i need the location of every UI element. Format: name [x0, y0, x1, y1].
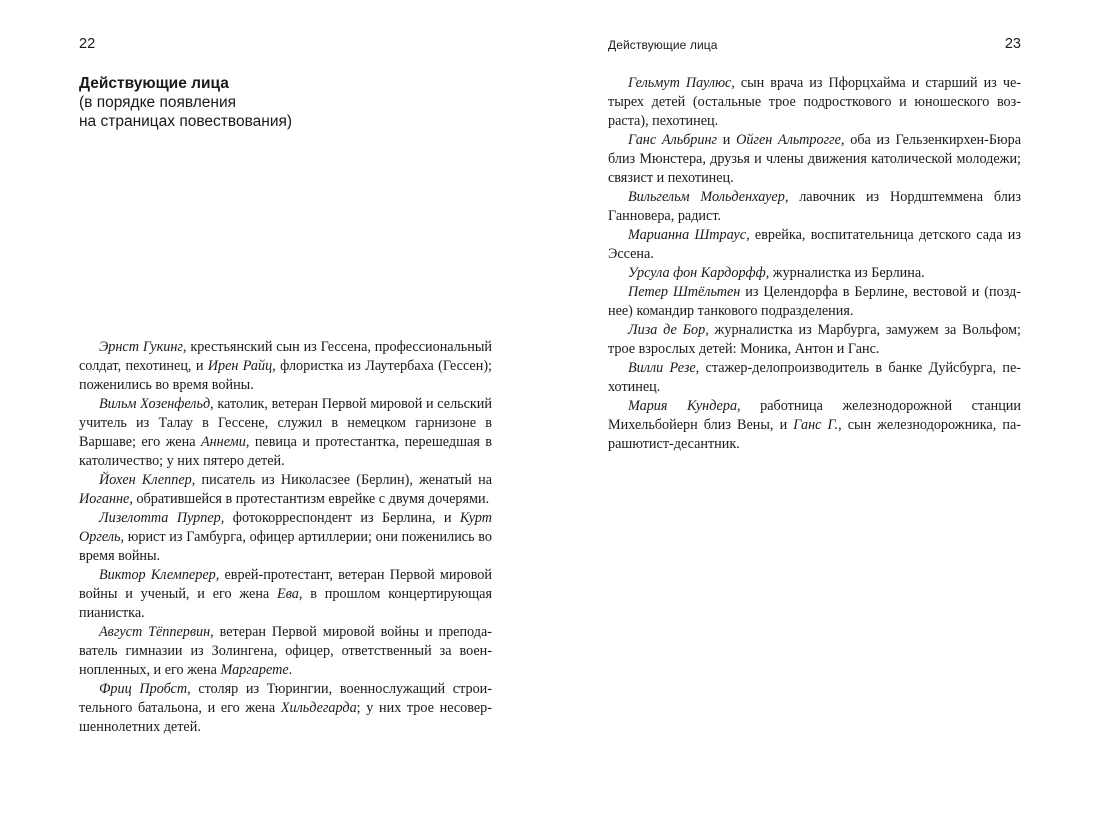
- character-name: Йохен Клеппер: [99, 472, 192, 488]
- character-description: , стажер-делопроизводитель в банке Дуйсбурга, пехотинец.: [608, 360, 1021, 395]
- character-entry: [79, 680, 492, 737]
- section-subtitle-line-1: (в порядке появления: [79, 94, 237, 111]
- character-description: , флористка из Лаутербаха (Гессен); поженились во время войны.: [79, 358, 492, 393]
- character-name: Мария Кундера: [628, 398, 738, 414]
- character-name: Петер Штёльтен: [628, 284, 741, 300]
- character-description: , еврейка, воспитательница детского сада из Эссена.: [608, 227, 1021, 262]
- character-name: Гельмут Паулюс: [628, 75, 732, 91]
- page-number-right: 23: [1004, 36, 1021, 52]
- character-name: Август Тёппервин: [99, 624, 211, 640]
- character-entry: [608, 359, 1021, 397]
- character-description: ; у них трое несовершеннолетних детей.: [79, 700, 492, 735]
- character-name: Ганс Г.: [793, 417, 839, 433]
- character-entry: [79, 509, 492, 566]
- character-name: Эрнст Гукинг: [99, 339, 183, 355]
- character-description: , юрист из Гамбурга, офицер артиллерии; они поженились во время войны.: [79, 529, 492, 564]
- character-name: Вилли Резе: [628, 360, 696, 376]
- character-name: Аннеми: [200, 434, 246, 450]
- character-name: Вильм Хозенфельд: [99, 396, 211, 412]
- character-description: из Целендорфа в Берлине, вестовой и (позднее) командир танкового подразделения.: [608, 284, 1021, 319]
- character-description: , сын врача из Пфорцхайма и старший из четырех детей (остальные трое подросткового и юношеского возраста), пехотинец.: [608, 75, 1021, 129]
- character-entry: [608, 188, 1021, 226]
- character-entry: [79, 566, 492, 623]
- character-description: , столяр из Тюрингии, военнослужащий строительного батальона, и его жена: [79, 681, 492, 716]
- character-name: Ирен Райц: [207, 358, 273, 374]
- character-description: и: [717, 132, 737, 148]
- character-description: , работница железнодорожной станции Михельбойерн близ Вены, и: [608, 398, 1021, 433]
- character-list-right: [608, 74, 1021, 454]
- character-description: , сын железнодорожника, парашютист-десантник.: [608, 417, 1022, 452]
- character-entry: [79, 471, 492, 509]
- character-description: , оба из Гельзенкирхен-Бюра близ Мюнстера, друзья и члены движения католической молодежи; связист и пехотинец.: [608, 132, 1022, 186]
- character-description: , в прошлом концертирующая пианистка.: [79, 586, 492, 621]
- character-entry: [608, 74, 1021, 131]
- character-name: Хильдегарда: [280, 700, 357, 716]
- character-description: , ветеран Первой мировой войны и преподаватель гимназии из Золингена, офицер, ответственный за военнопленных, и его жена: [79, 624, 492, 678]
- character-entry: [608, 321, 1021, 359]
- character-name: Вильгельм Мольденхауер: [628, 189, 785, 205]
- character-list-left: [79, 338, 492, 737]
- character-entry: [79, 395, 492, 471]
- right-page: [550, 0, 1100, 825]
- section-heading: [79, 74, 499, 131]
- character-name: Иоганне: [79, 491, 130, 507]
- character-name: Виктор Клемперер: [99, 567, 216, 583]
- character-description: , католик, ветеран Первой мировой и сельский учитель из Талау в Гессене, служил в немецком гарнизоне в Варшаве; его жена: [79, 396, 492, 450]
- page-number-left: 22: [79, 36, 96, 52]
- character-name: Ева: [277, 586, 299, 602]
- character-entry: [608, 283, 1021, 321]
- character-name: Марианна Штраус: [628, 227, 747, 243]
- character-entry: [608, 264, 1021, 283]
- character-name: Маргарете: [220, 662, 289, 678]
- character-description: , лавочник из Нордштеммена близ Ганновера, радист.: [608, 189, 1021, 224]
- section-subtitle-line-2: на страницах повествования): [79, 113, 293, 130]
- character-name: Ойген Альтрогге: [736, 132, 841, 148]
- character-entry: [79, 338, 492, 395]
- character-description: , журналистка из Берлина.: [765, 265, 925, 281]
- character-entry: [608, 226, 1021, 264]
- character-description: , журналистка из Марбурга, замужем за Вольфом; трое взрослых детей: Моника, Антон и Ганс.: [608, 322, 1021, 357]
- character-description: , крестьянский сын из Гессена, профессиональный солдат, пехотинец, и: [79, 339, 492, 374]
- character-description: , обратившейся в протестантизм еврейке с двумя дочерями.: [129, 491, 490, 507]
- character-description: .: [288, 662, 293, 678]
- character-name: Курт Оргель: [79, 510, 492, 545]
- character-entry: [608, 397, 1021, 454]
- character-name: Лиза де Бор: [628, 322, 706, 338]
- running-head: Действующие лица: [608, 38, 718, 52]
- character-description: , писатель из Николасзее (Берлин), женатый на: [191, 472, 492, 488]
- character-entry: [79, 623, 492, 680]
- character-description: , еврей-протестант, ветеран Первой мировой войны и ученый, и его жена: [79, 567, 492, 602]
- character-description: , фотокорреспондент из Берлина, и: [220, 510, 460, 526]
- character-name: Урсула фон Кардорфф: [628, 265, 766, 281]
- character-name: Ганс Альбринг: [628, 132, 718, 148]
- section-title: Действующие лица: [79, 75, 229, 92]
- character-name: Лизелотта Пурпер: [99, 510, 221, 526]
- character-name: Фриц Пробст: [99, 681, 188, 697]
- character-entry: [608, 131, 1021, 188]
- character-description: , певица и протестантка, перешедшая в католичество; у них пятеро детей.: [79, 434, 493, 469]
